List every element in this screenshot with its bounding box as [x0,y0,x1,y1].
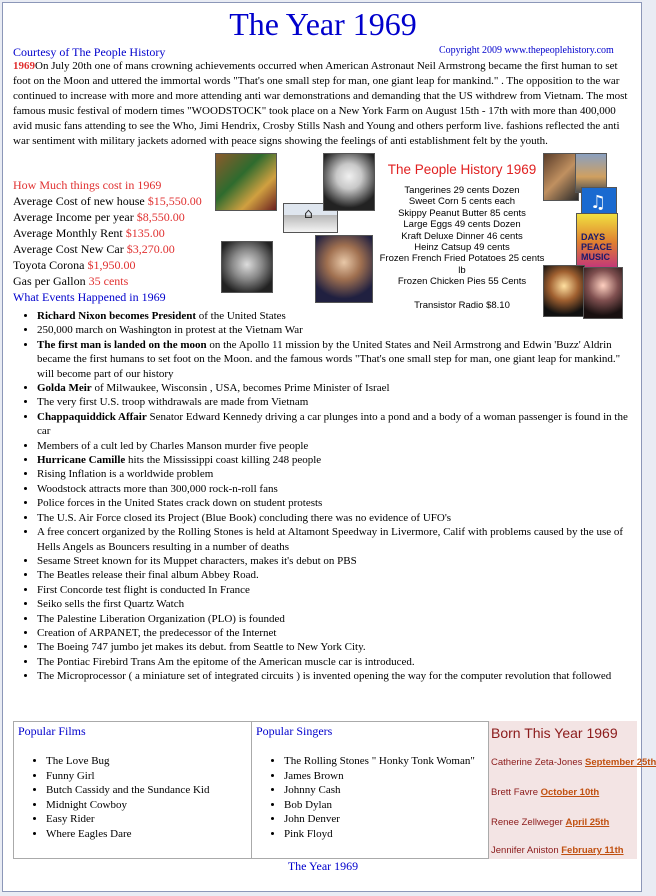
event-bold: Chappaquiddick Affair [37,410,147,423]
list-item: • Pink Floyd [284,827,475,842]
events-list [13,309,637,684]
event-text: A free concert organized by the Rolling Stones is held at Altamont Speedway in Livermore, Calif with problems caused by the use of Hells Angels as Bouncers resulting in a number of deaths [37,526,624,553]
list-item [37,338,637,381]
list-item [37,626,637,640]
event-text: Police forces in the United States crack down on student protests [37,497,323,510]
event-text: Members of a cult led by Charles Manson murder five people [37,439,309,452]
singers-heading: Popular Singers [256,724,333,738]
event-text: First Concorde test flight is conducted In France [37,583,250,596]
list-item: • The Rolling Stones " Honky Tonk Woman" [284,754,475,769]
cost-row [13,273,213,289]
cost-label: Average Cost New Car [13,242,127,256]
astronaut-photo [323,153,375,211]
event-text: of Milwaukee, Wisconsin , USA, becomes Prime Minister of Israel [91,382,390,395]
list-item: • John Denver [284,812,475,827]
cost-value: $1,950.00 [87,258,136,272]
list-item: • Easy Rider [46,812,209,827]
list-item [37,568,637,582]
house-icon: ⌂ [304,206,313,222]
person-name: Brett Favre [491,787,541,798]
event-bold: Golda Meir [37,382,92,395]
list-item [37,410,637,439]
page [2,2,656,892]
list-item [37,583,637,597]
person-name: Renee Zellweger [491,817,566,828]
list-item [37,467,637,481]
event-text: The Microprocessor ( a miniature set of integrated circuits ) is invented opening the way for the computer revolution that followed [37,670,612,683]
person-name: Catherine Zeta-Jones [491,757,585,768]
list-item: • Midnight Cowboy [46,798,209,813]
list-item: • Johnny Cash [284,783,475,798]
list-item: • Bob Dylan [284,798,475,813]
muppets-photo [215,153,277,211]
list-item: • Where Eagles Dare [46,827,209,842]
event-text: The Boeing 747 jumbo jet makes its debut. from Seattle to New York City. [37,641,366,654]
event-bold: Richard Nixon becomes President [37,310,196,322]
events-heading: What Events Happened in 1969 [13,290,166,304]
nixon-photo [315,235,373,303]
manson-photo [221,241,273,293]
copyright-text: Copyright 2009 www.thepeoplehistory.com [439,45,614,56]
cost-label: Toyota Corona [13,258,88,272]
person-name: Jennifer Aniston [491,845,562,856]
films-column [14,722,252,858]
intro-year: 1969 [13,60,35,72]
born-person [491,787,599,798]
person-date-link[interactable]: April 25th [565,817,610,828]
list-item [37,309,637,323]
list-item: • Butch Cassidy and the Sundance Kid [46,783,209,798]
event-text: of the United States [195,310,286,322]
person-date-link[interactable]: February 11th [561,845,624,856]
list-item [37,453,637,467]
person-date-link[interactable]: September 25th [585,757,656,768]
born-person [491,757,656,768]
event-text: hits the Mississippi coast killing 248 people [125,454,322,467]
cost-row [13,225,213,241]
footer-title: The Year 1969 [287,859,359,873]
price-item: Skippy Peanut Butter 85 cents [398,207,526,219]
born-person [491,845,624,856]
intro-paragraph [13,59,633,149]
poster-text: DAYS PEACE MUSIC [581,232,613,262]
list-item [37,669,637,683]
price-item: Tangerines 29 cents Dozen [404,185,520,196]
courtesy-text: Courtesy of The People History [13,45,166,59]
cost-row [13,241,213,257]
list-item [37,511,637,525]
event-text: Senator Edward Kennedy driving a car plunges into a pond and a body of a woman passenger is found in the car [37,410,628,438]
event-text: The Beatles release their final album Abbey Road. [37,569,259,582]
singers-column [252,722,488,858]
event-text: Woodstock attracts more than 300,000 rock-n-roll fans [37,482,278,495]
event-bold: Hurricane Camille [37,454,126,467]
person-date-link[interactable]: October 10th [540,787,600,798]
event-bold: The first man is landed on the moon [37,338,207,351]
list-item [37,525,637,554]
prices-heading: The People History 1969 [387,162,537,177]
event-text: on the Apollo 11 mission by the United States and Neil Armstrong and Edwin 'Buzz' Aldrin became the first humans to set foot on the Moon. and the famous words "That's one small step for man, one giant leap for mankind." will become part of our history [37,338,621,380]
price-item-transistor: Transistor Radio $8.10 [414,299,510,311]
cost-value: $8,550.00 [136,210,185,224]
list-item [37,655,637,669]
page-title: The Year 1969 [229,6,417,42]
event-text: The U.S. Air Force closed its Project (Blue Book) concluding there was no evidence of UFO's [37,511,452,524]
cost-label: Average Income per year [13,210,137,224]
cost-row [13,209,213,225]
list-item: • James Brown [284,769,475,784]
event-text: The Pontiac Firebird Trans Am the epitome of the American muscle car is introduced. [37,655,415,668]
list-item [37,597,637,611]
cost-row [13,193,213,209]
cost-label: Gas per Gallon [13,274,89,288]
list-item [37,612,637,626]
cost-label: Average Cost of new house [13,194,148,208]
list-item [37,482,637,496]
intro-text: On July 20th one of mans crowning achievements occurred when American Astronaut Neil Armstrong became the first human to set foot on the Moon and uttered the immortal words "That's one small step for man, one giant leap for mankind." . The opposition to the war continued to increase with more and more attending anti war demonstrations and demanding that the US withdrew from Vietnam. The most famous music festival of modern times "WOODSTOCK" took place on a New York Farm on August 15th - 17th with more than 400,000 avid music fans attending to see the Who, Jimi Hendrix, Crosby Stills Nash and Young and others perform live. fashions reflected the anti war sentiment with military jackets adorned with peace signs showing the feelings of anti establishment felt by the youth. [13,60,628,147]
list-item [37,640,637,654]
cost-row [13,257,213,273]
event-text: Sesame Street known for its Muppet characters, makes it's debut on PBS [37,554,357,567]
price-item: Frozen French Fried Potatoes 25 cents lb [379,253,545,276]
prices-box [375,161,549,311]
event-text: Seiko sells the first Quartz Watch [37,598,185,611]
list-item [37,395,637,409]
list-item [37,439,637,453]
price-item: Kraft Deluxe Dinner 46 cents [401,230,523,242]
price-item: Sweet Corn 5 cents each [408,196,516,208]
cost-value: $135.00 [125,226,165,240]
born-heading: Born This Year 1969 [491,725,618,741]
price-item: Large Eggs 49 cents Dozen [403,219,521,231]
event-text: Rising Inflation is a worldwide problem [37,468,214,481]
films-heading: Popular Films [18,724,86,738]
price-item: Heinz Catsup 49 cents [414,242,510,254]
list-item [37,554,637,568]
costs-list [13,177,213,305]
popular-table [13,721,489,859]
cost-label: Average Monthly Rent [13,226,126,240]
cost-value: $15,550.00 [147,194,202,208]
event-text: The very first U.S. troop withdrawals are made from Vietnam [37,396,309,409]
price-item: Frozen Chicken Pies 55 Cents [397,276,527,288]
list-item: • The Love Bug [46,754,209,769]
cost-value: $3,270.00 [126,242,175,256]
dove-icon: ♫ [590,192,607,213]
event-text: 250,000 march on Washington in protest at the Vietnam War [37,324,303,337]
list-item [37,381,637,395]
born-this-year [489,721,656,859]
list-item [37,323,637,337]
woodstock-poster-photo [576,213,618,271]
films-list [18,754,209,842]
list-item [37,496,637,510]
cost-value: 35 cents [88,274,129,288]
costs-heading: How Much things cost in 1969 [13,178,162,192]
event-text: The Palestine Liberation Organization (PLO) is founded [37,612,285,625]
list-item: • Funny Girl [46,769,209,784]
event-text: Creation of ARPANET, the predecessor of the Internet [37,626,277,639]
singers-list [256,754,475,842]
born-person [491,817,609,828]
